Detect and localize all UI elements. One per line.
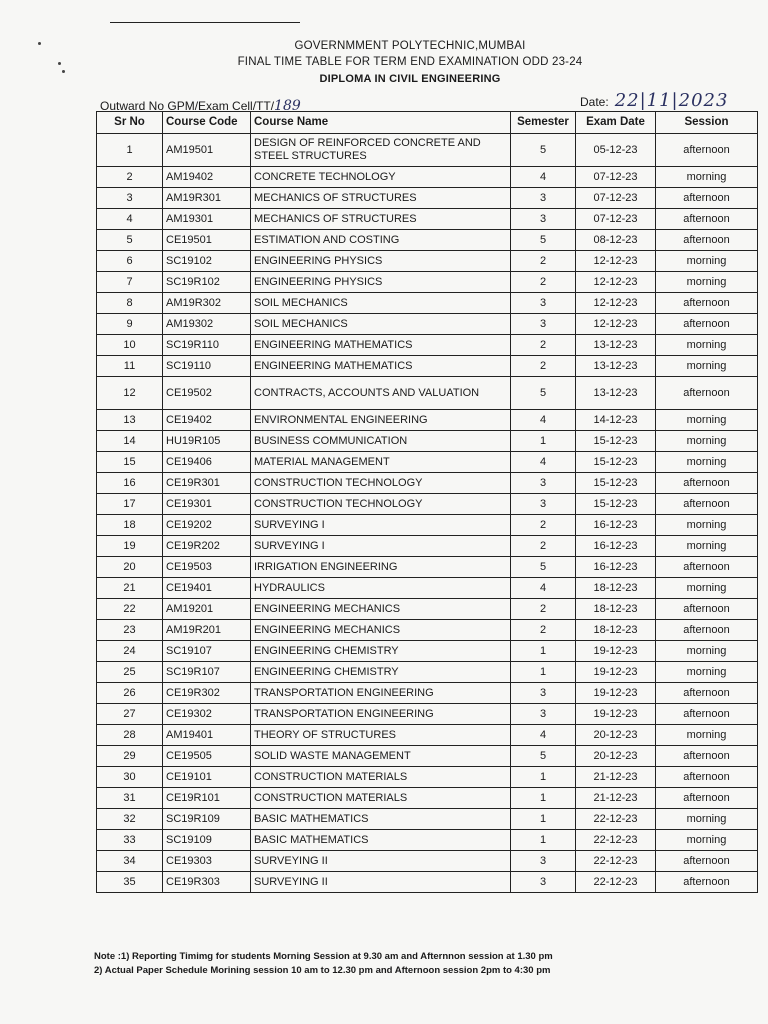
session-cell: morning <box>656 410 758 431</box>
sr-no-cell: 24 <box>97 641 163 662</box>
course-name-cell: MECHANICS OF STRUCTURES <box>251 188 511 209</box>
exam-date-cell: 16-12-23 <box>576 557 656 578</box>
session-cell: afternoon <box>656 293 758 314</box>
date-label: Date: <box>580 95 609 109</box>
course-name-cell: SOLID WASTE MANAGEMENT <box>251 746 511 767</box>
exam-date-cell: 05-12-23 <box>576 134 656 167</box>
exam-date-cell: 21-12-23 <box>576 788 656 809</box>
col-course-name: Course Name <box>251 112 511 134</box>
sr-no-cell: 34 <box>97 851 163 872</box>
course-name-cell: SOIL MECHANICS <box>251 314 511 335</box>
session-cell: morning <box>656 452 758 473</box>
sr-no-cell: 3 <box>97 188 163 209</box>
semester-cell: 3 <box>511 494 576 515</box>
exam-date-cell: 19-12-23 <box>576 662 656 683</box>
col-semester: Semester <box>511 112 576 134</box>
session-cell: afternoon <box>656 746 758 767</box>
exam-date-cell: 22-12-23 <box>576 872 656 893</box>
sr-no-cell: 14 <box>97 431 163 452</box>
note-1: Note :1) Reporting Timimg for students Morning Session at 9.30 am and Afternnon session at 1.30 pm <box>94 951 553 962</box>
semester-cell: 2 <box>511 251 576 272</box>
table-row <box>97 209 758 230</box>
semester-cell: 3 <box>511 851 576 872</box>
sr-no-cell: 23 <box>97 620 163 641</box>
exam-date-cell: 22-12-23 <box>576 851 656 872</box>
exam-date-cell: 08-12-23 <box>576 230 656 251</box>
table-row <box>97 272 758 293</box>
session-cell: morning <box>656 536 758 557</box>
course-name-cell: ENGINEERING PHYSICS <box>251 251 511 272</box>
table-row <box>97 725 758 746</box>
col-sr-no: Sr No <box>97 112 163 134</box>
col-exam-date: Exam Date <box>576 112 656 134</box>
semester-cell: 2 <box>511 335 576 356</box>
sr-no-cell: 9 <box>97 314 163 335</box>
table-row <box>97 188 758 209</box>
col-course-code: Course Code <box>163 112 251 134</box>
course-name-cell: BASIC MATHEMATICS <box>251 830 511 851</box>
session-cell: afternoon <box>656 872 758 893</box>
course-code-cell: CE19R303 <box>163 872 251 893</box>
table-row <box>97 431 758 452</box>
table-row <box>97 851 758 872</box>
table-row <box>97 746 758 767</box>
exam-date-cell: 20-12-23 <box>576 725 656 746</box>
exam-date-cell: 12-12-23 <box>576 272 656 293</box>
table-row <box>97 452 758 473</box>
session-cell: afternoon <box>656 188 758 209</box>
course-code-cell: AM19201 <box>163 599 251 620</box>
note-2: 2) Actual Paper Schedule Morining session 10 am to 12.30 pm and Afternoon session 2pm to 4:30 pm <box>94 965 551 976</box>
course-code-cell: CE19302 <box>163 704 251 725</box>
session-cell: afternoon <box>656 599 758 620</box>
semester-cell: 3 <box>511 872 576 893</box>
course-name-cell: SURVEYING I <box>251 515 511 536</box>
sr-no-cell: 7 <box>97 272 163 293</box>
course-code-cell: AM19401 <box>163 725 251 746</box>
course-code-cell: AM19402 <box>163 167 251 188</box>
exam-date-cell: 12-12-23 <box>576 251 656 272</box>
sr-no-cell: 12 <box>97 377 163 410</box>
table-row <box>97 377 758 410</box>
semester-cell: 1 <box>511 662 576 683</box>
course-name-cell: MECHANICS OF STRUCTURES <box>251 209 511 230</box>
sr-no-cell: 22 <box>97 599 163 620</box>
session-cell: morning <box>656 272 758 293</box>
course-name-cell: ENGINEERING CHEMISTRY <box>251 641 511 662</box>
course-code-cell: AM19301 <box>163 209 251 230</box>
course-name-cell: CONCRETE TECHNOLOGY <box>251 167 511 188</box>
course-code-cell: CE19303 <box>163 851 251 872</box>
course-name-cell: BUSINESS COMMUNICATION <box>251 431 511 452</box>
col-session: Session <box>656 112 758 134</box>
course-code-cell: AM19302 <box>163 314 251 335</box>
table-row <box>97 251 758 272</box>
semester-cell: 4 <box>511 578 576 599</box>
table-row <box>97 410 758 431</box>
table-row <box>97 515 758 536</box>
sr-no-cell: 27 <box>97 704 163 725</box>
semester-cell: 2 <box>511 536 576 557</box>
table-row <box>97 230 758 251</box>
course-name-cell: DESIGN OF REINFORCED CONCRETE AND STEEL STRUCTURES <box>251 134 511 167</box>
table-row <box>97 620 758 641</box>
sr-no-cell: 6 <box>97 251 163 272</box>
sr-no-cell: 28 <box>97 725 163 746</box>
timetable <box>96 111 758 893</box>
sr-no-cell: 17 <box>97 494 163 515</box>
session-cell: afternoon <box>656 683 758 704</box>
sr-no-cell: 19 <box>97 536 163 557</box>
semester-cell: 4 <box>511 410 576 431</box>
course-code-cell: CE19101 <box>163 767 251 788</box>
course-name-cell: TRANSPORTATION ENGINEERING <box>251 683 511 704</box>
session-cell: afternoon <box>656 620 758 641</box>
table-row <box>97 599 758 620</box>
course-code-cell: CE19505 <box>163 746 251 767</box>
table-row <box>97 641 758 662</box>
table-row <box>97 704 758 725</box>
session-cell: afternoon <box>656 767 758 788</box>
course-code-cell: CE19502 <box>163 377 251 410</box>
sr-no-cell: 31 <box>97 788 163 809</box>
semester-cell: 5 <box>511 134 576 167</box>
exam-date-cell: 18-12-23 <box>576 578 656 599</box>
course-code-cell: SC19R110 <box>163 335 251 356</box>
session-cell: morning <box>656 641 758 662</box>
table-row <box>97 335 758 356</box>
semester-cell: 1 <box>511 641 576 662</box>
sr-no-cell: 26 <box>97 683 163 704</box>
course-code-cell: CE19202 <box>163 515 251 536</box>
session-cell: afternoon <box>656 377 758 410</box>
sr-no-cell: 5 <box>97 230 163 251</box>
course-code-cell: CE19402 <box>163 410 251 431</box>
table-row <box>97 830 758 851</box>
table-row <box>97 494 758 515</box>
course-name-cell: ENGINEERING MECHANICS <box>251 620 511 641</box>
semester-cell: 2 <box>511 599 576 620</box>
course-code-cell: SC19109 <box>163 830 251 851</box>
sr-no-cell: 30 <box>97 767 163 788</box>
course-name-cell: CONSTRUCTION TECHNOLOGY <box>251 473 511 494</box>
sr-no-cell: 33 <box>97 830 163 851</box>
course-name-cell: IRRIGATION ENGINEERING <box>251 557 511 578</box>
course-name-cell: ENVIRONMENTAL ENGINEERING <box>251 410 511 431</box>
sr-no-cell: 25 <box>97 662 163 683</box>
table-row <box>97 767 758 788</box>
session-cell: morning <box>656 167 758 188</box>
course-name-cell: TRANSPORTATION ENGINEERING <box>251 704 511 725</box>
sr-no-cell: 16 <box>97 473 163 494</box>
course-code-cell: AM19R301 <box>163 188 251 209</box>
course-name-cell: ENGINEERING CHEMISTRY <box>251 662 511 683</box>
semester-cell: 2 <box>511 620 576 641</box>
semester-cell: 2 <box>511 515 576 536</box>
session-cell: morning <box>656 251 758 272</box>
course-name-cell: CONSTRUCTION MATERIALS <box>251 788 511 809</box>
exam-date-cell: 07-12-23 <box>576 188 656 209</box>
semester-cell: 5 <box>511 746 576 767</box>
document-title: FINAL TIME TABLE FOR TERM END EXAMINATION ODD 23-24 <box>237 56 583 68</box>
table-header-row <box>97 112 758 134</box>
course-code-cell: CE19R301 <box>163 473 251 494</box>
session-cell: afternoon <box>656 788 758 809</box>
top-rule <box>110 22 300 23</box>
course-code-cell: CE19R302 <box>163 683 251 704</box>
exam-date-cell: 15-12-23 <box>576 473 656 494</box>
sr-no-cell: 32 <box>97 809 163 830</box>
course-code-cell: AM19R201 <box>163 620 251 641</box>
sr-no-cell: 11 <box>97 356 163 377</box>
table-row <box>97 578 758 599</box>
session-cell: afternoon <box>656 134 758 167</box>
exam-date-cell: 07-12-23 <box>576 167 656 188</box>
table-row <box>97 536 758 557</box>
semester-cell: 1 <box>511 809 576 830</box>
outward-handwritten-number: 189 <box>274 98 301 114</box>
sr-no-cell: 15 <box>97 452 163 473</box>
session-cell: afternoon <box>656 230 758 251</box>
semester-cell: 5 <box>511 557 576 578</box>
issue-date <box>580 90 728 111</box>
session-cell: afternoon <box>656 209 758 230</box>
table-row <box>97 293 758 314</box>
course-code-cell: CE19401 <box>163 578 251 599</box>
session-cell: morning <box>656 431 758 452</box>
semester-cell: 1 <box>511 431 576 452</box>
course-name-cell: SURVEYING I <box>251 536 511 557</box>
session-cell: morning <box>656 809 758 830</box>
semester-cell: 4 <box>511 725 576 746</box>
course-name-cell: SOIL MECHANICS <box>251 293 511 314</box>
semester-cell: 1 <box>511 767 576 788</box>
table-row <box>97 167 758 188</box>
course-name-cell: SURVEYING II <box>251 872 511 893</box>
course-code-cell: SC19110 <box>163 356 251 377</box>
semester-cell: 5 <box>511 230 576 251</box>
exam-date-cell: 18-12-23 <box>576 620 656 641</box>
sr-no-cell: 35 <box>97 872 163 893</box>
semester-cell: 4 <box>511 452 576 473</box>
sr-no-cell: 21 <box>97 578 163 599</box>
session-cell: afternoon <box>656 851 758 872</box>
semester-cell: 3 <box>511 188 576 209</box>
exam-date-cell: 07-12-23 <box>576 209 656 230</box>
table-row <box>97 788 758 809</box>
table-row <box>97 356 758 377</box>
course-name-cell: SURVEYING II <box>251 851 511 872</box>
session-cell: morning <box>656 662 758 683</box>
table-row <box>97 662 758 683</box>
course-code-cell: CE19406 <box>163 452 251 473</box>
exam-date-cell: 13-12-23 <box>576 335 656 356</box>
sr-no-cell: 8 <box>97 293 163 314</box>
date-handwritten-value: 22|11|2023 <box>614 90 729 111</box>
semester-cell: 3 <box>511 704 576 725</box>
exam-date-cell: 22-12-23 <box>576 809 656 830</box>
course-name-cell: BASIC MATHEMATICS <box>251 809 511 830</box>
course-code-cell: CE19R101 <box>163 788 251 809</box>
course-name-cell: HYDRAULICS <box>251 578 511 599</box>
exam-date-cell: 16-12-23 <box>576 536 656 557</box>
session-cell: morning <box>656 725 758 746</box>
exam-date-cell: 15-12-23 <box>576 494 656 515</box>
semester-cell: 3 <box>511 314 576 335</box>
session-cell: morning <box>656 515 758 536</box>
exam-date-cell: 13-12-23 <box>576 377 656 410</box>
course-name-cell: CONSTRUCTION MATERIALS <box>251 767 511 788</box>
session-cell: afternoon <box>656 314 758 335</box>
table-row <box>97 872 758 893</box>
sr-no-cell: 20 <box>97 557 163 578</box>
course-name-cell: ENGINEERING MECHANICS <box>251 599 511 620</box>
exam-date-cell: 19-12-23 <box>576 683 656 704</box>
semester-cell: 1 <box>511 788 576 809</box>
exam-date-cell: 22-12-23 <box>576 830 656 851</box>
sr-no-cell: 1 <box>97 134 163 167</box>
session-cell: afternoon <box>656 494 758 515</box>
course-code-cell: SC19R107 <box>163 662 251 683</box>
semester-cell: 2 <box>511 272 576 293</box>
table-row <box>97 683 758 704</box>
course-name-cell: CONTRACTS, ACCOUNTS AND VALUATION <box>251 377 511 410</box>
session-cell: morning <box>656 578 758 599</box>
semester-cell: 1 <box>511 830 576 851</box>
course-name-cell: ENGINEERING MATHEMATICS <box>251 335 511 356</box>
semester-cell: 3 <box>511 683 576 704</box>
session-cell: afternoon <box>656 557 758 578</box>
exam-date-cell: 18-12-23 <box>576 599 656 620</box>
semester-cell: 3 <box>511 473 576 494</box>
course-code-cell: SC19R109 <box>163 809 251 830</box>
sr-no-cell: 2 <box>97 167 163 188</box>
course-name-cell: ESTIMATION AND COSTING <box>251 230 511 251</box>
course-name-cell: CONSTRUCTION TECHNOLOGY <box>251 494 511 515</box>
course-code-cell: HU19R105 <box>163 431 251 452</box>
sr-no-cell: 13 <box>97 410 163 431</box>
outward-label: Outward No GPM/Exam Cell/TT/ <box>100 99 275 113</box>
scan-specks <box>38 38 78 78</box>
semester-cell: 3 <box>511 293 576 314</box>
course-name-cell: ENGINEERING PHYSICS <box>251 272 511 293</box>
exam-date-cell: 19-12-23 <box>576 641 656 662</box>
course-code-cell: SC19102 <box>163 251 251 272</box>
session-cell: afternoon <box>656 473 758 494</box>
semester-cell: 5 <box>511 377 576 410</box>
course-code-cell: AM19R302 <box>163 293 251 314</box>
exam-date-cell: 15-12-23 <box>576 452 656 473</box>
session-cell: morning <box>656 830 758 851</box>
course-code-cell: SC19107 <box>163 641 251 662</box>
table-row <box>97 809 758 830</box>
exam-date-cell: 14-12-23 <box>576 410 656 431</box>
notes <box>94 950 553 978</box>
semester-cell: 4 <box>511 167 576 188</box>
sr-no-cell: 10 <box>97 335 163 356</box>
semester-cell: 3 <box>511 209 576 230</box>
sr-no-cell: 18 <box>97 515 163 536</box>
session-cell: morning <box>656 335 758 356</box>
course-name-cell: THEORY OF STRUCTURES <box>251 725 511 746</box>
course-name-cell: ENGINEERING MATHEMATICS <box>251 356 511 377</box>
sr-no-cell: 4 <box>97 209 163 230</box>
program-name: DIPLOMA IN CIVIL ENGINEERING <box>319 73 501 85</box>
institute-name: GOVERNMMENT POLYTECHNIC,MUMBAI <box>294 40 526 52</box>
exam-date-cell: 13-12-23 <box>576 356 656 377</box>
sr-no-cell: 29 <box>97 746 163 767</box>
table-row <box>97 314 758 335</box>
exam-date-cell: 15-12-23 <box>576 431 656 452</box>
exam-date-cell: 19-12-23 <box>576 704 656 725</box>
table-row <box>97 473 758 494</box>
exam-date-cell: 12-12-23 <box>576 293 656 314</box>
course-code-cell: CE19301 <box>163 494 251 515</box>
session-cell: morning <box>656 356 758 377</box>
exam-date-cell: 12-12-23 <box>576 314 656 335</box>
table-row <box>97 557 758 578</box>
course-code-cell: CE19503 <box>163 557 251 578</box>
course-code-cell: CE19501 <box>163 230 251 251</box>
exam-date-cell: 20-12-23 <box>576 746 656 767</box>
session-cell: afternoon <box>656 704 758 725</box>
course-code-cell: AM19501 <box>163 134 251 167</box>
exam-date-cell: 21-12-23 <box>576 767 656 788</box>
semester-cell: 2 <box>511 356 576 377</box>
course-code-cell: CE19R202 <box>163 536 251 557</box>
exam-date-cell: 16-12-23 <box>576 515 656 536</box>
course-name-cell: MATERIAL MANAGEMENT <box>251 452 511 473</box>
table-row <box>97 134 758 167</box>
course-code-cell: SC19R102 <box>163 272 251 293</box>
